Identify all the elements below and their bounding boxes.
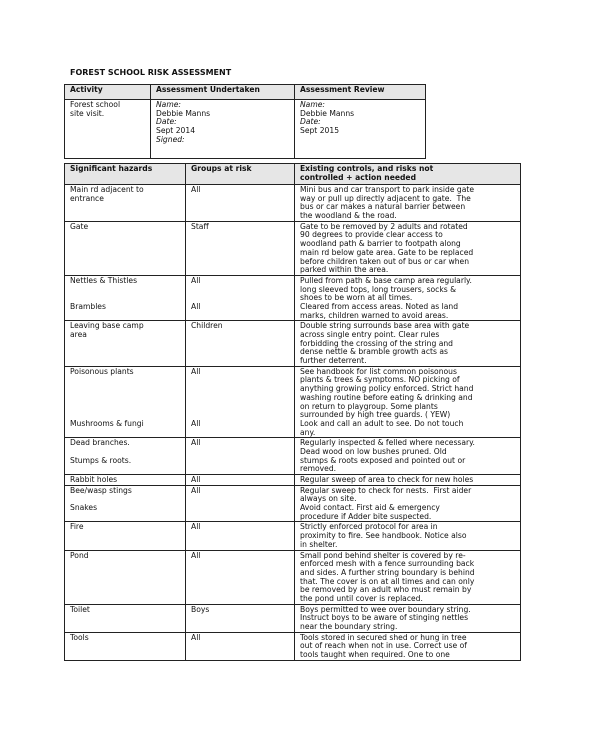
cell-line: way or pull up directly adjacent to gate. The (300, 193, 471, 203)
cell-line: Gate to be removed by 2 adults and rotated (300, 221, 468, 231)
activity-cell (65, 100, 151, 159)
cell-line: Cleared from access areas. Noted as land (300, 301, 459, 311)
cell-line: All (191, 485, 201, 495)
cell-line: All (191, 522, 201, 532)
cell-line: Tools (70, 632, 89, 642)
group-cell (186, 604, 295, 632)
table-row (65, 438, 521, 475)
cell-line: All (191, 550, 201, 560)
controls-cell (295, 604, 521, 632)
header-significant-hazards: Significant hazards (65, 164, 186, 185)
cell-line: and sides. A further string boundary is behind (300, 567, 475, 577)
cell-line: All (191, 366, 201, 376)
header-assessment-review: Assessment Review (295, 85, 426, 100)
cell-line: surrounded by high tree guards. ( YEW) (300, 410, 451, 420)
controls-cell (295, 632, 521, 660)
cell-line (191, 376, 289, 385)
controls-cell (295, 485, 521, 522)
name-label: Name: (300, 100, 325, 109)
cell-line: tools taught when required. One to one (300, 650, 450, 660)
cell-line: Nettles & Thistles (70, 275, 138, 285)
cell-line: bus or car makes a natural barrier between (300, 202, 466, 212)
cell-line: Mushrooms & fungi (70, 418, 144, 428)
cell-line: always on site. (300, 494, 357, 504)
cell-line: Stumps & roots. (70, 455, 132, 465)
cell-line: Strictly enforced protocol for area in (300, 522, 438, 532)
cell-line: Brambles (70, 301, 106, 311)
hazard-cell (65, 321, 186, 366)
cell-line (191, 394, 289, 403)
cell-line: further deterrent. (300, 356, 367, 366)
cell-line: washing routine before eating & drinking and (300, 392, 473, 402)
risk-table (64, 163, 521, 661)
cell-line: entrance (70, 193, 104, 203)
hazard-cell (65, 221, 186, 275)
hazard-cell (65, 185, 186, 222)
cell-line: 90 degrees to provide clear access to (300, 230, 443, 240)
table-row (65, 632, 521, 660)
group-cell (186, 185, 295, 222)
cell-line: Small pond behind shelter is covered by re- (300, 550, 466, 560)
cell-line: that. The cover is on at all times and can only (300, 576, 475, 586)
cell-line: Double string surrounds base area with gate (300, 321, 470, 331)
table-row (65, 321, 521, 366)
cell-line: the pond until cover is replaced. (300, 593, 423, 603)
table-row (65, 275, 521, 320)
cell-line: Boys permitted to wee over boundary string. (300, 604, 471, 614)
assessment-date: Sept 2014 (156, 126, 196, 136)
cell-line: Rabbit holes (70, 475, 118, 484)
group-cell (186, 275, 295, 320)
cell-line: area (70, 330, 87, 339)
cell-line: proximity to fire. See handbook. Notice also (300, 531, 467, 541)
cell-line: procedure if Adder bite suspected. (300, 511, 432, 521)
group-cell (186, 366, 295, 438)
cell-line: long sleeved tops, long trousers, socks & (300, 284, 457, 294)
group-cell (186, 632, 295, 660)
cell-line: Poisonous plants (70, 366, 134, 376)
cell-line: Dead wood on low bushes pruned. Old (300, 446, 447, 456)
cell-line: Pond (70, 550, 89, 560)
cell-line: across single entry point. Clear rules (300, 330, 440, 339)
hazard-cell (65, 485, 186, 522)
cell-line: before children taken out of bus or car when (300, 256, 470, 266)
cell-line: enforced mesh with a fence surrounding back (300, 559, 475, 569)
hazard-cell (65, 366, 186, 438)
controls-cell (295, 475, 521, 486)
header-existing-controls (295, 164, 521, 185)
hazard-cell (65, 522, 186, 550)
cell-line: All (191, 632, 201, 642)
controls-cell (295, 275, 521, 320)
cell-line: dense nettle & bramble growth acts as (300, 347, 448, 357)
cell-line: woodland path & barrier to footpath along (300, 239, 461, 249)
cell-line: main rd below gate area. Gate to be replaced (300, 247, 474, 257)
cell-line (70, 385, 180, 394)
controls-cell (295, 438, 521, 475)
group-cell (186, 321, 295, 366)
cell-line: be removed by an adult who must remain by (300, 585, 472, 595)
header-activity: Activity (65, 85, 151, 100)
group-cell (186, 485, 295, 522)
controls-cell (295, 321, 521, 366)
controls-cell (295, 366, 521, 438)
cell-line: Leaving base camp (70, 321, 144, 331)
group-cell (186, 550, 295, 604)
date-label: Date: (156, 117, 177, 127)
cell-line: stumps & roots exposed and pointed out or (300, 455, 466, 465)
header-groups-at-risk: Groups at risk (186, 164, 295, 185)
cell-line (191, 385, 289, 394)
cell-line: Regular sweep to check for nests. First aider (300, 485, 472, 495)
cell-line: All (191, 475, 201, 484)
cell-line: Children (191, 321, 223, 331)
cell-line: All (191, 418, 201, 428)
cell-line: Bee/wasp stings (70, 485, 132, 495)
signed-label: Signed: (156, 134, 185, 144)
cell-line: Boys (191, 604, 210, 614)
cell-line: Main rd adjacent to (70, 185, 144, 194)
document-title: FOREST SCHOOL RISK ASSESSMENT (70, 68, 232, 77)
cell-line: the woodland & the road. (300, 211, 397, 221)
assessor-name: Debbie Manns (156, 108, 211, 118)
table-row (65, 185, 521, 222)
group-cell (186, 475, 295, 486)
table-row (65, 550, 521, 604)
cell-line: Tools stored in secured shed or hung in tree (300, 632, 467, 642)
reviewer-name: Debbie Manns (300, 108, 355, 118)
cell-line (70, 376, 180, 385)
cell-line: All (191, 275, 201, 285)
cell-line: marks, children warned to avoid areas. (300, 310, 449, 320)
header-assessment-undertaken: Assessment Undertaken (151, 85, 295, 100)
activity-line: Forest school (70, 100, 121, 109)
cell-line (70, 286, 180, 295)
header-line: Existing controls, and risks not (300, 164, 434, 173)
cell-line: Staff (191, 221, 209, 231)
cell-line: Regularly inspected & felled where necessary. (300, 438, 475, 448)
table-row (65, 604, 521, 632)
cell-line: All (191, 301, 201, 311)
cell-line (191, 411, 289, 420)
cell-line: out of reach when not in use. Correct use of (300, 641, 467, 651)
table-row (65, 221, 521, 275)
hazard-cell (65, 438, 186, 475)
group-cell (186, 438, 295, 475)
controls-cell (295, 185, 521, 222)
cell-line: Pulled from path & base camp area regularly. (300, 275, 472, 285)
cell-line: removed. (300, 464, 337, 474)
cell-line: All (191, 185, 201, 194)
cell-line: on return to playgroup. Some plants (300, 401, 438, 411)
cell-line (70, 394, 180, 403)
date-label: Date: (300, 117, 321, 127)
controls-cell (295, 550, 521, 604)
cell-line: in shelter. (300, 539, 338, 549)
group-cell (186, 522, 295, 550)
cell-line (70, 403, 180, 412)
activity-line: site visit. (70, 108, 105, 118)
controls-cell (295, 221, 521, 275)
header-line: controlled + action needed (300, 172, 417, 182)
cell-line: anything growing policy enforced. Strict hand (300, 384, 474, 394)
table-row (65, 522, 521, 550)
cell-line: Regular sweep of area to check for new holes (300, 475, 474, 484)
cell-line: near the boundary string. (300, 622, 398, 631)
cell-line: Mini bus and car transport to park inside gate (300, 185, 475, 194)
cell-line: shoes to be worn at all times. (300, 293, 413, 303)
cell-line: any. (300, 427, 316, 437)
cell-line (191, 294, 289, 303)
hazard-cell (65, 275, 186, 320)
summary-table (64, 84, 426, 159)
hazard-cell (65, 632, 186, 660)
cell-line: Look and call an adult to see. Do not touch (300, 418, 464, 428)
cell-line: All (191, 438, 201, 448)
table-row (65, 475, 521, 486)
cell-line: Fire (70, 522, 84, 532)
group-cell (186, 221, 295, 275)
cell-line: parked within the area. (300, 265, 389, 275)
cell-line: Toilet (70, 604, 90, 614)
review-date: Sept 2015 (300, 126, 340, 136)
hazard-cell (65, 604, 186, 632)
cell-line (191, 403, 289, 412)
hazard-cell (65, 550, 186, 604)
name-label: Name: (156, 100, 181, 109)
cell-line: Gate (70, 221, 89, 231)
undertaken-cell (151, 100, 295, 159)
cell-line (191, 286, 289, 295)
cell-line: forbidding the crossing of the string and (300, 338, 453, 348)
cell-line: See handbook for list common poisonous (300, 366, 457, 376)
cell-line: Avoid contact. First aid & emergency (300, 503, 440, 513)
cell-line: Dead branches. (70, 438, 130, 448)
cell-line: Instruct boys to be aware of stinging nettles (300, 613, 469, 623)
controls-cell (295, 522, 521, 550)
review-cell (295, 100, 426, 159)
cell-line: Snakes (70, 503, 98, 513)
table-row (65, 485, 521, 522)
table-row (65, 366, 521, 438)
cell-line: plants & trees & symptoms. NO picking of (300, 375, 460, 385)
hazard-cell (65, 475, 186, 486)
